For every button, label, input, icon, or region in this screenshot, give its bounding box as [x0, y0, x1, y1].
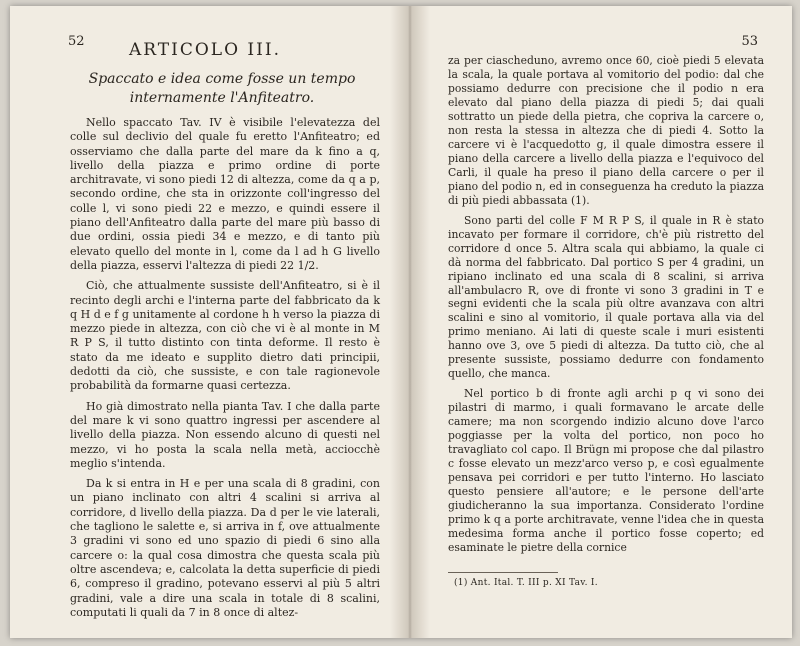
paragraph: Ho già dimostrato nella pianta Tav. I che dalla parte del mare k vi sono quattro ingressi per ascendere al livello della piazza. Non essendo alcuno di questi nel mezzo, vi ho posta la scala nella metà, acciocchè meglio s'intenda. [70, 399, 380, 470]
right-body-text [448, 54, 764, 561]
paragraph: Da k si entra in H e per una scala di 8 gradini, con un piano inclinato con altri 4 scalini si arriva al corridore, d livello della piazza. Da d per le vie laterali, che tagliono le salette e, si arriva in f, ove attualmente 3 gradini vi sono ed uno spazio di piedi 6 sino alla carcere o: la qual cosa dimostra che questa scala più oltre ascendeva; e, calcolata la detta superficie di piedi 6, compreso il gradino, potevano esservi al più 5 altri gradini, vale a dire una scala in totale di 8 scalini, computati li quali da 7 in 8 once di altez- [70, 477, 380, 619]
paragraph: Nello spaccato Tav. IV è visibile l'elevatezza del colle sul declivio del quale fu eretto l'Anfiteatro; ed osserviamo che dalla parte del mare da k fino a q, livello della piazza e primo ordine di porte architravate, vi sono piedi 12 di altezza, come da q a p, secondo ordine, che sta in orizzonte coll'ingresso del colle l, vi sono piedi 22 e mezzo, e quindi essere il piano dell'Anfiteatro dalla parte del mare più basso di due ordini, ossia piedi 34 e mezzo, e di tanto più elevato quello del monte in l, come da l ad h G livello della piazza, esservi l'altezza di piedi 22 1/2. [70, 116, 380, 272]
book-spread [10, 6, 792, 638]
left-page-number: 52 [68, 34, 85, 49]
paragraph: za per ciascheduno, avremo once 60, cioè piedi 5 elevata la scala, la quale portava al vomitorio del podio: dal che possiamo dedurre con precisione che il podio n era elevato dal piano della piazza di piedi 5; dai quali sottratto un piede della pietra, che copriva la carcere o, non resta la stessa in altezza che di piedi 4. Sotto la carcere vi è l'acquedotto g, il quale dimostra essere il piano della carcere a livello della piazza e l'equivoco del Carli, il quale ha preso il piano della carcere o per il piano del podio n, ed in conseguenza ha creduto la piazza di più piedi abbassata (1). [448, 54, 764, 207]
right-page-number: 53 [741, 34, 758, 49]
paragraph: Nel portico b di fronte agli archi p q vi sono dei pilastri di marmo, i quali formavano le arcate delle camere; ma non scorgendo indizio alcuno dove l'arco poggiasse per la volta del portico, non poco ho travagliato col capo. Il Brügn mi propose che dal pilastro c fosse elevato un mezz'arco verso p, e così egualmente pensava pei corridori e per tutto l'interno. Ho lasciato questo pensiere all'autore; e le persone dell'arte giudicheranno la sua importanza. Considerato l'ordine primo k q a porte architravate, venne l'idea che in questa medesima forma anche il portico fosse coperto; ed esaminate le pietre della cornice [448, 387, 764, 554]
article-subtitle: Spaccato e idea come fosse un tempo internamente l'Anfiteatro. [88, 71, 356, 106]
paragraph: Ciò, che attualmente sussiste dell'Anfiteatro, si è il recinto degli archi e l'interna parte del fabbricato da k q H d e f g unitamente al cordone h h verso la piazza di mezzo piede in altezza, con ciò che vi è al monte in M R P S, il tutto distinto con tinta deforme. Il resto è stato da me ideato e supplito dietro dati principii, dedotti da ciò, che sussiste, e con tale ragionevole probabilità da formarne quasi certezza. [70, 279, 380, 393]
left-page [10, 6, 400, 638]
footnote: (1) Ant. Ital. T. III p. XI Tav. I. [454, 578, 598, 588]
article-title: ARTICOLO III. [129, 40, 281, 60]
footnote-rule [448, 572, 558, 573]
paragraph: Sono parti del colle F M R P S, il quale in R è stato incavato per formare il corridore, ch'è più ristretto del corridore d once 5. Altra scala qui abbiamo, la quale ci dà norma del fabbricato. Dal portico S per 4 gradini, un ripiano inclinato ed una scala di 8 scalini, si arriva all'ambulacro R, ove di fronte vi sono 3 gradini in T e segni evidenti che la scala più oltre avanzava con altri scalini e sino al vomitorio, il quale portava alla via del primo meniano. Ai lati di queste scale i muri esistenti hanno ove 3, ove 5 piedi di altezza. Da tutto ciò, che al presente sussiste, possiamo dedurre con fondamento quello, che manca. [448, 213, 764, 381]
right-page [410, 6, 792, 638]
left-body-text [70, 116, 380, 626]
